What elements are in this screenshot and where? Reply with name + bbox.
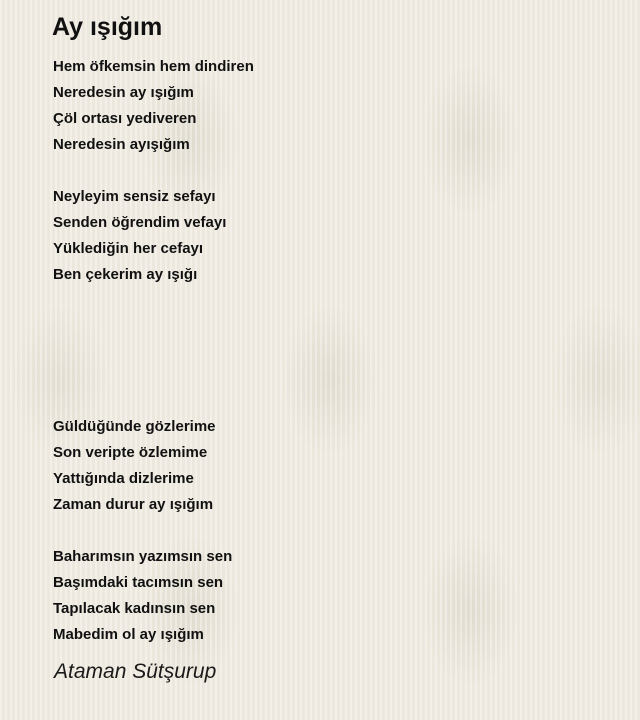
stanza-2 bbox=[53, 184, 226, 288]
verse-line: Mabedim ol ay ışığım bbox=[53, 626, 204, 643]
poem-author: Ataman Sütşurup bbox=[54, 660, 217, 683]
verse-line: Neyleyim sensiz sefayı bbox=[53, 188, 216, 205]
verse-line: Başımdaki tacımsın sen bbox=[53, 574, 224, 591]
verse-line: Neredesin ay ışığım bbox=[53, 84, 194, 101]
verse-line: Yattığında dizlerime bbox=[53, 470, 194, 487]
stanza-4 bbox=[53, 544, 232, 648]
stanza-1 bbox=[53, 54, 254, 158]
verse-line: Yüklediğin her cefayı bbox=[53, 240, 204, 257]
verse-line: Baharımsın yazımsın sen bbox=[53, 548, 233, 565]
poem-title: Ay ışığım bbox=[52, 13, 163, 41]
verse-line: Son veripte özlemime bbox=[53, 444, 208, 461]
stanza-3 bbox=[53, 414, 216, 518]
verse-line: Ben çekerim ay ışığı bbox=[53, 266, 198, 283]
verse-line: Çöl ortası yediveren bbox=[53, 110, 197, 127]
verse-line: Güldüğünde gözlerime bbox=[53, 418, 216, 435]
verse-line: Neredesin ayışığım bbox=[53, 136, 190, 153]
verse-line: Hem öfkemsin hem dindiren bbox=[53, 58, 254, 75]
verse-line: Tapılacak kadınsın sen bbox=[53, 600, 216, 617]
verse-line: Senden öğrendim vefayı bbox=[53, 214, 227, 231]
verse-line: Zaman durur ay ışığım bbox=[53, 496, 214, 513]
